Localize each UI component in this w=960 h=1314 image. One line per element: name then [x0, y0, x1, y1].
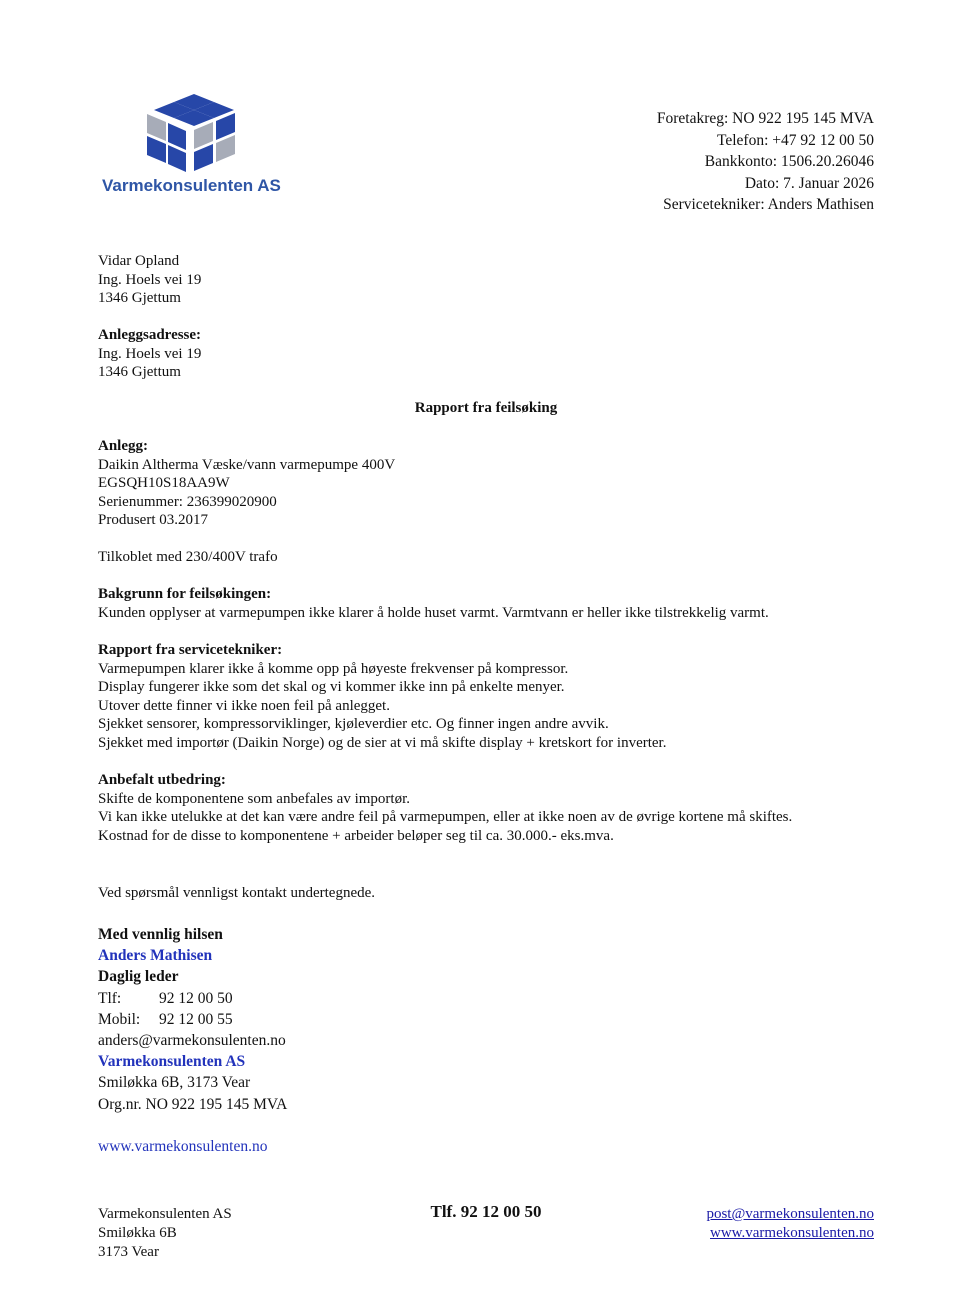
technician-report-line: Utover dette finner vi ikke noen feil på anlegget.	[98, 697, 390, 714]
footer-city: 3173 Vear	[98, 1244, 159, 1260]
technician-report-section	[98, 641, 666, 753]
signature-mobile-row	[98, 1009, 287, 1030]
footer-company: Varmekonsulenten AS	[98, 1206, 232, 1222]
report-date: Dato: 7. Januar 2026	[744, 174, 874, 192]
recipient-address	[98, 252, 201, 308]
company-phone: Telefon: +47 92 12 00 50	[716, 131, 874, 149]
cube-logo-icon	[142, 90, 272, 175]
technician-report-line: Varmepumpen klarer ikke å komme opp på høyeste frekvenser på kompressor.	[98, 660, 569, 677]
background-heading: Bakgrunn for feilsøkingen:	[98, 586, 272, 602]
report-title: Rapport fra feilsøking	[414, 400, 558, 416]
connection-text: Tilkoblet med 230/400V trafo	[98, 549, 278, 565]
recipient-name: Vidar Opland	[98, 253, 180, 269]
recommended-heading: Anbefalt utbedring:	[98, 772, 226, 788]
signature-phone-label: Tlf:	[98, 989, 122, 1007]
site-address	[98, 326, 201, 382]
recommended-line: Vi kan ikke utelukke at det kan være andre feil på varmepumpen, eller at ikke noen av de øvrige kortene må skiftes.	[98, 809, 793, 826]
signature-block	[98, 924, 287, 1157]
closing-text: Ved spørsmål vennligst kontakt undertegnede.	[98, 885, 376, 901]
logo-company-name: Varmekonsulenten AS	[102, 176, 281, 195]
signature-role: Daglig leder	[98, 968, 179, 986]
recommended-line: Skifte de komponentene som anbefales av importør.	[98, 790, 411, 807]
site-address-heading: Anleggsadresse:	[98, 327, 202, 343]
signature-mobile-label: Mobil:	[98, 1010, 141, 1028]
company-bank-account: Bankkonto: 1506.20.26046	[704, 153, 874, 170]
footer-phone: Tlf. 92 12 00 50	[430, 1202, 542, 1221]
signature-phone: 92 12 00 50	[159, 989, 233, 1007]
footer-links	[706, 1205, 874, 1243]
installation-line: EGSQH10S18AA9W	[98, 475, 230, 492]
recommended-line: Kostnad for de disse to komponentene + arbeider beløper seg til ca. 30.000.- eks.mva.	[98, 827, 614, 844]
signature-address: Smiløkka 6B, 3173 Vear	[98, 1074, 251, 1092]
signature-company: Varmekonsulenten AS	[98, 1053, 246, 1071]
signature-website-link[interactable]: www.varmekonsulenten.no	[98, 1137, 268, 1155]
company-info	[657, 108, 874, 216]
closing-note	[98, 884, 375, 903]
technician-report-line: Sjekket sensorer, kompressorviklinger, kjøleverdier etc. Og finner ingen andre avvik.	[98, 716, 609, 733]
installation-line: Serienummer: 236399020900	[98, 493, 277, 510]
technician-report-line: Display fungerer ikke som det skal og vi kommer ikke inn på enkelte menyer.	[98, 679, 565, 696]
signature-email[interactable]: anders@varmekonsulenten.no	[98, 1032, 286, 1050]
footer-street: Smiløkka 6B	[98, 1225, 177, 1241]
site-city: 1346 Gjettum	[98, 364, 181, 381]
signature-name: Anders Mathisen	[98, 947, 213, 965]
signature-mobile: 92 12 00 55	[159, 1010, 233, 1028]
company-orgnr: Foretakreg: NO 922 195 145 MVA	[656, 110, 874, 127]
recipient-street: Ing. Hoels vei 19	[98, 271, 202, 288]
signature-orgnr: Org.nr. NO 922 195 145 MVA	[98, 1095, 288, 1113]
background-section	[98, 585, 769, 622]
technician-report-heading: Rapport fra servicetekniker:	[98, 642, 283, 658]
installation-line: Produsert 03.2017	[98, 512, 208, 529]
connection-note	[98, 548, 278, 567]
installation-section	[98, 437, 395, 530]
technician-report-line: Sjekket med importør (Daikin Norge) og de sier at vi må skifte display + kretskort for inverter.	[98, 734, 667, 751]
background-line: Kunden opplyser at varmepumpen ikke klarer å holde huset varmt. Varmtvann er heller ikke tilstrekkelig varmt.	[98, 604, 769, 621]
recommended-section	[98, 771, 792, 845]
installation-line: Daikin Altherma Væske/vann varmepumpe 400V	[98, 456, 396, 473]
service-technician: Servicetekniker: Anders Mathisen	[663, 196, 874, 213]
installation-heading: Anlegg:	[98, 438, 148, 454]
signature-phone-row	[98, 988, 287, 1009]
recipient-city: 1346 Gjettum	[98, 290, 181, 307]
footer-email-link[interactable]: post@varmekonsulenten.no	[706, 1206, 874, 1222]
company-logo	[100, 90, 280, 205]
site-street: Ing. Hoels vei 19	[98, 345, 202, 362]
footer-website-link[interactable]: www.varmekonsulenten.no	[710, 1225, 874, 1241]
signature-greeting: Med vennlig hilsen	[98, 926, 223, 943]
signature-spacer	[98, 1115, 287, 1136]
